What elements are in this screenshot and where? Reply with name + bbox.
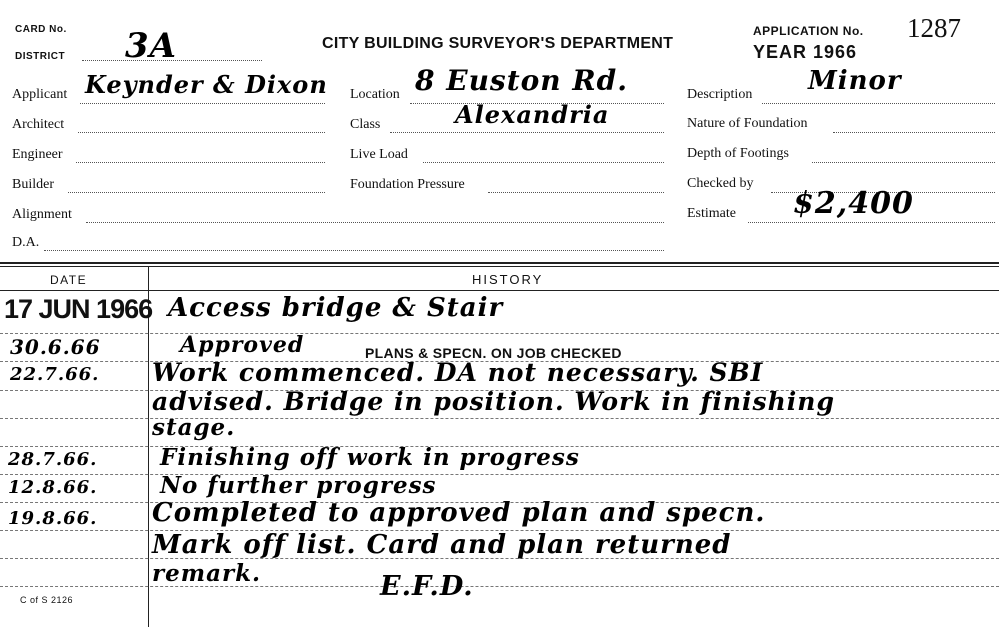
application-no-label: APPLICATION No.: [753, 24, 864, 38]
location-value: 8 Euston Rd.: [415, 64, 629, 97]
plans-checked-stamp: PLANS & SPECN. ON JOB CHECKED: [365, 345, 622, 361]
history-entry: Mark off list. Card and plan returned: [152, 530, 732, 560]
form-code: C of S 2126: [20, 595, 74, 605]
architect-label: Architect: [12, 117, 65, 132]
history-date: 30.6.66: [10, 335, 101, 359]
history-entry: stage.: [152, 414, 236, 441]
estimate-value: $2,400: [793, 186, 914, 221]
date-stamp: 17 JUN 1966: [4, 294, 153, 324]
history-entry: remark.: [152, 560, 262, 587]
class-dots: [390, 132, 664, 133]
foundation-pressure-label: Foundation Pressure: [350, 177, 465, 192]
location-value-suburb: Alexandria: [455, 100, 610, 129]
da-label: D.A.: [12, 235, 40, 250]
history-entry: advised. Bridge in position. Work in finishing: [152, 387, 835, 416]
applicant-value: Keynder & Dixon: [85, 70, 328, 99]
department-title: CITY BUILDING SURVEYOR'S DEPARTMENT: [322, 35, 674, 52]
year-label: YEAR 1966: [753, 42, 858, 62]
history-entry: Approved: [180, 332, 305, 358]
history-date: 28.7.66.: [8, 449, 98, 470]
table-top-rule: [0, 262, 999, 264]
architect-dots: [78, 132, 325, 133]
alignment-dots: [86, 222, 664, 223]
card-no-value: 3A: [125, 26, 178, 66]
description-value: Minor: [808, 66, 902, 96]
applicant-dots: [80, 103, 325, 104]
engineer-label: Engineer: [12, 147, 63, 162]
history-header: HISTORY: [472, 272, 544, 287]
card-no-label: CARD No.: [15, 24, 67, 35]
depth-of-footings-dots: [812, 162, 995, 163]
row-rule: [0, 474, 999, 475]
alignment-label: Alignment: [12, 207, 72, 222]
history-entry: No further progress: [160, 472, 437, 499]
applicant-label: Applicant: [12, 87, 68, 102]
foundation-pressure-dots: [488, 192, 664, 193]
history-entry: Work commenced. DA not necessary. SBI: [152, 358, 764, 387]
description-dots: [762, 103, 995, 104]
nature-of-foundation-label: Nature of Foundation: [687, 116, 808, 131]
checked-by-label: Checked by: [687, 176, 754, 191]
description-label: Description: [687, 87, 753, 102]
date-header: DATE: [50, 273, 88, 287]
row-rule: [0, 333, 999, 334]
application-no-value: 1287: [907, 13, 961, 43]
district-label: DISTRICT: [15, 51, 66, 62]
builder-label: Builder: [12, 177, 54, 192]
table-top-rule-inner: [0, 266, 999, 267]
signature: E.F.D.: [380, 571, 474, 602]
history-entry: Access bridge & Stair: [168, 293, 504, 323]
builder-dots: [68, 192, 325, 193]
location-label: Location: [350, 87, 400, 102]
estimate-label: Estimate: [687, 206, 736, 221]
engineer-dots: [76, 162, 325, 163]
history-date: 22.7.66.: [10, 364, 100, 385]
row-rule: [0, 586, 999, 587]
header-rule: [0, 290, 999, 291]
depth-of-footings-label: Depth of Footings: [687, 146, 789, 161]
da-dots: [44, 250, 664, 251]
class-label: Class: [350, 117, 381, 132]
history-entry: Completed to approved plan and specn.: [152, 498, 766, 528]
history-entry: Finishing off work in progress: [160, 444, 580, 471]
row-rule: [0, 418, 999, 419]
history-date: 19.8.66.: [8, 508, 98, 529]
live-load-dots: [423, 162, 664, 163]
history-date: 12.8.66.: [8, 477, 98, 498]
nature-of-foundation-dots: [833, 132, 995, 133]
live-load-label: Live Load: [350, 147, 408, 162]
estimate-dots: [748, 222, 995, 223]
